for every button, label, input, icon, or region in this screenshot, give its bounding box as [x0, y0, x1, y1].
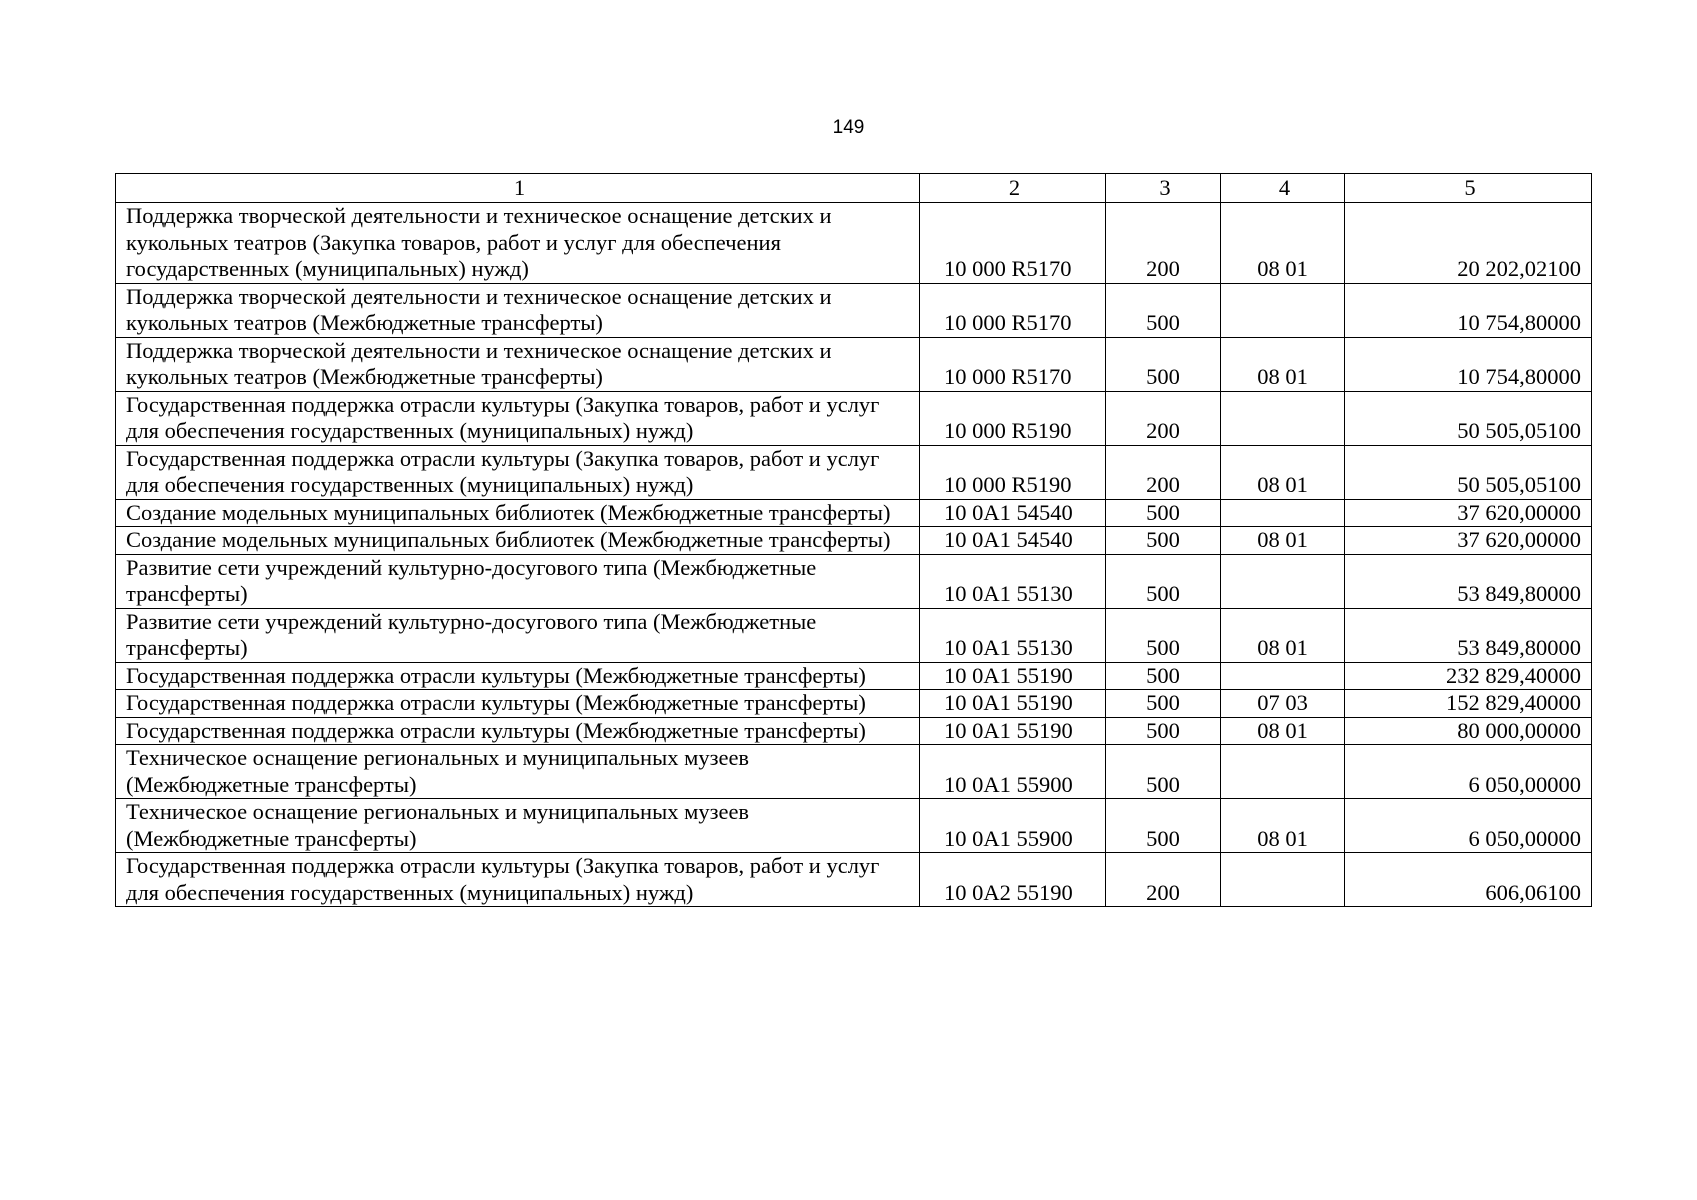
code-cell: 10 0A1 55190 [920, 662, 1106, 690]
header-cell-1: 1 [116, 174, 920, 203]
type-cell: 500 [1106, 690, 1221, 718]
type-cell: 500 [1106, 662, 1221, 690]
type-cell: 500 [1106, 499, 1221, 527]
type-cell: 500 [1106, 554, 1221, 608]
type-cell: 500 [1106, 745, 1221, 799]
header-cell-5: 5 [1345, 174, 1592, 203]
amount-cell: 80 000,00000 [1345, 717, 1592, 745]
code-cell: 10 0A1 55130 [920, 554, 1106, 608]
header-cell-4: 4 [1221, 174, 1345, 203]
amount-cell: 6 050,00000 [1345, 745, 1592, 799]
description-cell: Техническое оснащение региональных и муниципальных музеев (Межбюджетные трансферты) [116, 799, 920, 853]
section-cell: 08 01 [1221, 717, 1345, 745]
section-cell [1221, 554, 1345, 608]
section-cell [1221, 853, 1345, 907]
code-cell: 10 0A1 55900 [920, 745, 1106, 799]
table-row [116, 717, 1592, 745]
description-cell: Развитие сети учреждений культурно-досугового типа (Межбюджетные трансферты) [116, 554, 920, 608]
type-cell: 200 [1106, 203, 1221, 284]
amount-cell: 50 505,05100 [1345, 391, 1592, 445]
description-cell: Поддержка творческой деятельности и техническое оснащение детских и кукольных театров (Закупка товаров, работ и услуг для обеспечения государственных (муниципальных) нужд) [116, 203, 920, 284]
description-cell: Развитие сети учреждений культурно-досугового типа (Межбюджетные трансферты) [116, 608, 920, 662]
amount-cell: 37 620,00000 [1345, 527, 1592, 555]
description-cell: Государственная поддержка отрасли культуры (Межбюджетные трансферты) [116, 662, 920, 690]
description-cell: Поддержка творческой деятельности и техническое оснащение детских и кукольных театров (Межбюджетные трансферты) [116, 337, 920, 391]
amount-cell: 606,06100 [1345, 853, 1592, 907]
table-row [116, 662, 1592, 690]
section-cell [1221, 662, 1345, 690]
type-cell: 500 [1106, 717, 1221, 745]
code-cell: 10 0A1 54540 [920, 499, 1106, 527]
code-cell: 10 000 R5170 [920, 203, 1106, 284]
code-cell: 10 0A1 55130 [920, 608, 1106, 662]
table-row [116, 745, 1592, 799]
description-cell: Государственная поддержка отрасли культуры (Закупка товаров, работ и услуг для обеспечения государственных (муниципальных) нужд) [116, 391, 920, 445]
description-cell: Создание модельных муниципальных библиотек (Межбюджетные трансферты) [116, 499, 920, 527]
amount-cell: 50 505,05100 [1345, 445, 1592, 499]
section-cell: 08 01 [1221, 608, 1345, 662]
section-cell: 08 01 [1221, 527, 1345, 555]
header-cell-3: 3 [1106, 174, 1221, 203]
type-cell: 200 [1106, 853, 1221, 907]
table-row [116, 203, 1592, 284]
budget-table [115, 173, 1592, 907]
code-cell: 10 000 R5170 [920, 337, 1106, 391]
type-cell: 500 [1106, 608, 1221, 662]
amount-cell: 10 754,80000 [1345, 283, 1592, 337]
header-cell-2: 2 [920, 174, 1106, 203]
table-row [116, 499, 1592, 527]
table-row [116, 527, 1592, 555]
type-cell: 200 [1106, 445, 1221, 499]
description-cell: Государственная поддержка отрасли культуры (Закупка товаров, работ и услуг для обеспечения государственных (муниципальных) нужд) [116, 445, 920, 499]
description-cell: Государственная поддержка отрасли культуры (Межбюджетные трансферты) [116, 717, 920, 745]
amount-cell: 53 849,80000 [1345, 608, 1592, 662]
type-cell: 500 [1106, 337, 1221, 391]
table-row [116, 554, 1592, 608]
section-cell [1221, 499, 1345, 527]
description-cell: Техническое оснащение региональных и муниципальных музеев (Межбюджетные трансферты) [116, 745, 920, 799]
section-cell [1221, 283, 1345, 337]
type-cell: 500 [1106, 799, 1221, 853]
section-cell [1221, 745, 1345, 799]
code-cell: 10 000 R5170 [920, 283, 1106, 337]
description-cell: Поддержка творческой деятельности и техническое оснащение детских и кукольных театров (Межбюджетные трансферты) [116, 283, 920, 337]
section-cell: 08 01 [1221, 203, 1345, 284]
type-cell: 500 [1106, 283, 1221, 337]
page-number: 149 [832, 117, 865, 138]
amount-cell: 53 849,80000 [1345, 554, 1592, 608]
description-cell: Государственная поддержка отрасли культуры (Закупка товаров, работ и услуг для обеспечения государственных (муниципальных) нужд) [116, 853, 920, 907]
table-row [116, 853, 1592, 907]
code-cell: 10 0A1 55900 [920, 799, 1106, 853]
type-cell: 500 [1106, 527, 1221, 555]
description-cell: Государственная поддержка отрасли культуры (Межбюджетные трансферты) [116, 690, 920, 718]
code-cell: 10 0A1 55190 [920, 690, 1106, 718]
table-row [116, 608, 1592, 662]
table-row [116, 283, 1592, 337]
section-cell: 08 01 [1221, 799, 1345, 853]
code-cell: 10 000 R5190 [920, 445, 1106, 499]
type-cell: 200 [1106, 391, 1221, 445]
amount-cell: 232 829,40000 [1345, 662, 1592, 690]
header-row [116, 174, 1592, 203]
section-cell [1221, 391, 1345, 445]
section-cell: 07 03 [1221, 690, 1345, 718]
code-cell: 10 0A1 54540 [920, 527, 1106, 555]
table-row [116, 445, 1592, 499]
table-row [116, 799, 1592, 853]
table-header [116, 174, 1592, 203]
table-row [116, 391, 1592, 445]
description-cell: Создание модельных муниципальных библиотек (Межбюджетные трансферты) [116, 527, 920, 555]
section-cell: 08 01 [1221, 337, 1345, 391]
amount-cell: 37 620,00000 [1345, 499, 1592, 527]
table-row [116, 690, 1592, 718]
amount-cell: 10 754,80000 [1345, 337, 1592, 391]
code-cell: 10 0A1 55190 [920, 717, 1106, 745]
code-cell: 10 000 R5190 [920, 391, 1106, 445]
amount-cell: 20 202,02100 [1345, 203, 1592, 284]
amount-cell: 6 050,00000 [1345, 799, 1592, 853]
table-body [116, 203, 1592, 907]
amount-cell: 152 829,40000 [1345, 690, 1592, 718]
code-cell: 10 0A2 55190 [920, 853, 1106, 907]
table-row [116, 337, 1592, 391]
section-cell: 08 01 [1221, 445, 1345, 499]
